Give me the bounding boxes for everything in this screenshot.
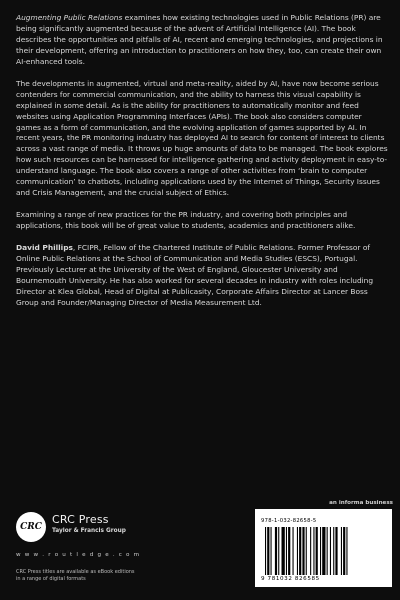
ebook-note-line1: CRC Press titles are available as eBook editions [16, 569, 135, 575]
author-bio-text: , FCIPR, Fellow of the Chartered Institute of Public Relations. Former Professor of Online Public Relations at the School of Communication and Media Studies (ESCS), Portugal. Previously Lecturer at the University of the West of England, Gloucester University and Bournemouth University. He has also worked for several decades in industry with roles including Director at Klea Global, Head of Digital at Publicasity, Corporate Affairs Director at Lancer Boss Group and Founder/Managing Director of Media Measurement Ltd. [16, 242, 374, 307]
barcode-block [255, 500, 393, 587]
paragraph-intro [16, 13, 388, 68]
author-name: David Phillips [16, 242, 73, 252]
intro-text: examines how existing technologies used in Public Relations (PR) are being significantly augmented because of the advent of Artificial Intelligence (AI). The book describes the opportunities and pitfalls of AI, recent and emerging technologies, and projections in their development, offering an introduction to practitioners on how they, too, can create their own AI-enhanced tools. [16, 13, 383, 66]
isbn-digits: 9 781032 826585 [261, 576, 320, 582]
informa-imprint: an informa business [329, 500, 393, 506]
paragraph-summary: Examining a range of new practices for the PR industry, and covering both principles and applications, this book will be of great value to students, academics and practitioners alike. [16, 210, 356, 231]
book-title: Augmenting Public Relations [16, 13, 123, 22]
ebook-note-line2: in a range of digital formats [16, 576, 86, 582]
publisher-group: Taylor & Francis Group [52, 528, 126, 534]
ebook-note [16, 569, 186, 583]
crc-logo-icon: CRC [16, 512, 46, 542]
barcode-icon [265, 527, 382, 575]
blurb [16, 13, 388, 320]
isbn-label: 978-1-032-82658-5 [261, 518, 317, 524]
paragraph-developments: The developments in augmented, virtual and meta-reality, aided by AI, have now become serious contenders for commercial communication, and the ability to harness this visual capability is explained in some detail. As is the ability for practitioners to automatically monitor and feed websites using Application Programming Interfaces (APIs). The book also considers computer games as a form of communication, and the evolving application of games supported by AI. In recent years, the PR monitoring industry has deployed AI to search for content of interest to clients across a vast range of media. It throws up huge amounts of data to be managed. The book explores how such resources can be harnessed for intelligence gathering and activity deployment in easy-to-understand language. The book also covers a range of other activities from ‘brain to computer communication’ to chatbots, including applications used by the Internet of Things, Security Issues and Crisis Management, and the crucial subject of Ethics. [16, 78, 388, 198]
author-bio [16, 243, 388, 309]
publisher-website: w w w . r o u t l e d g e . c o m [16, 552, 141, 558]
publisher-name: CRC Press [52, 513, 109, 526]
